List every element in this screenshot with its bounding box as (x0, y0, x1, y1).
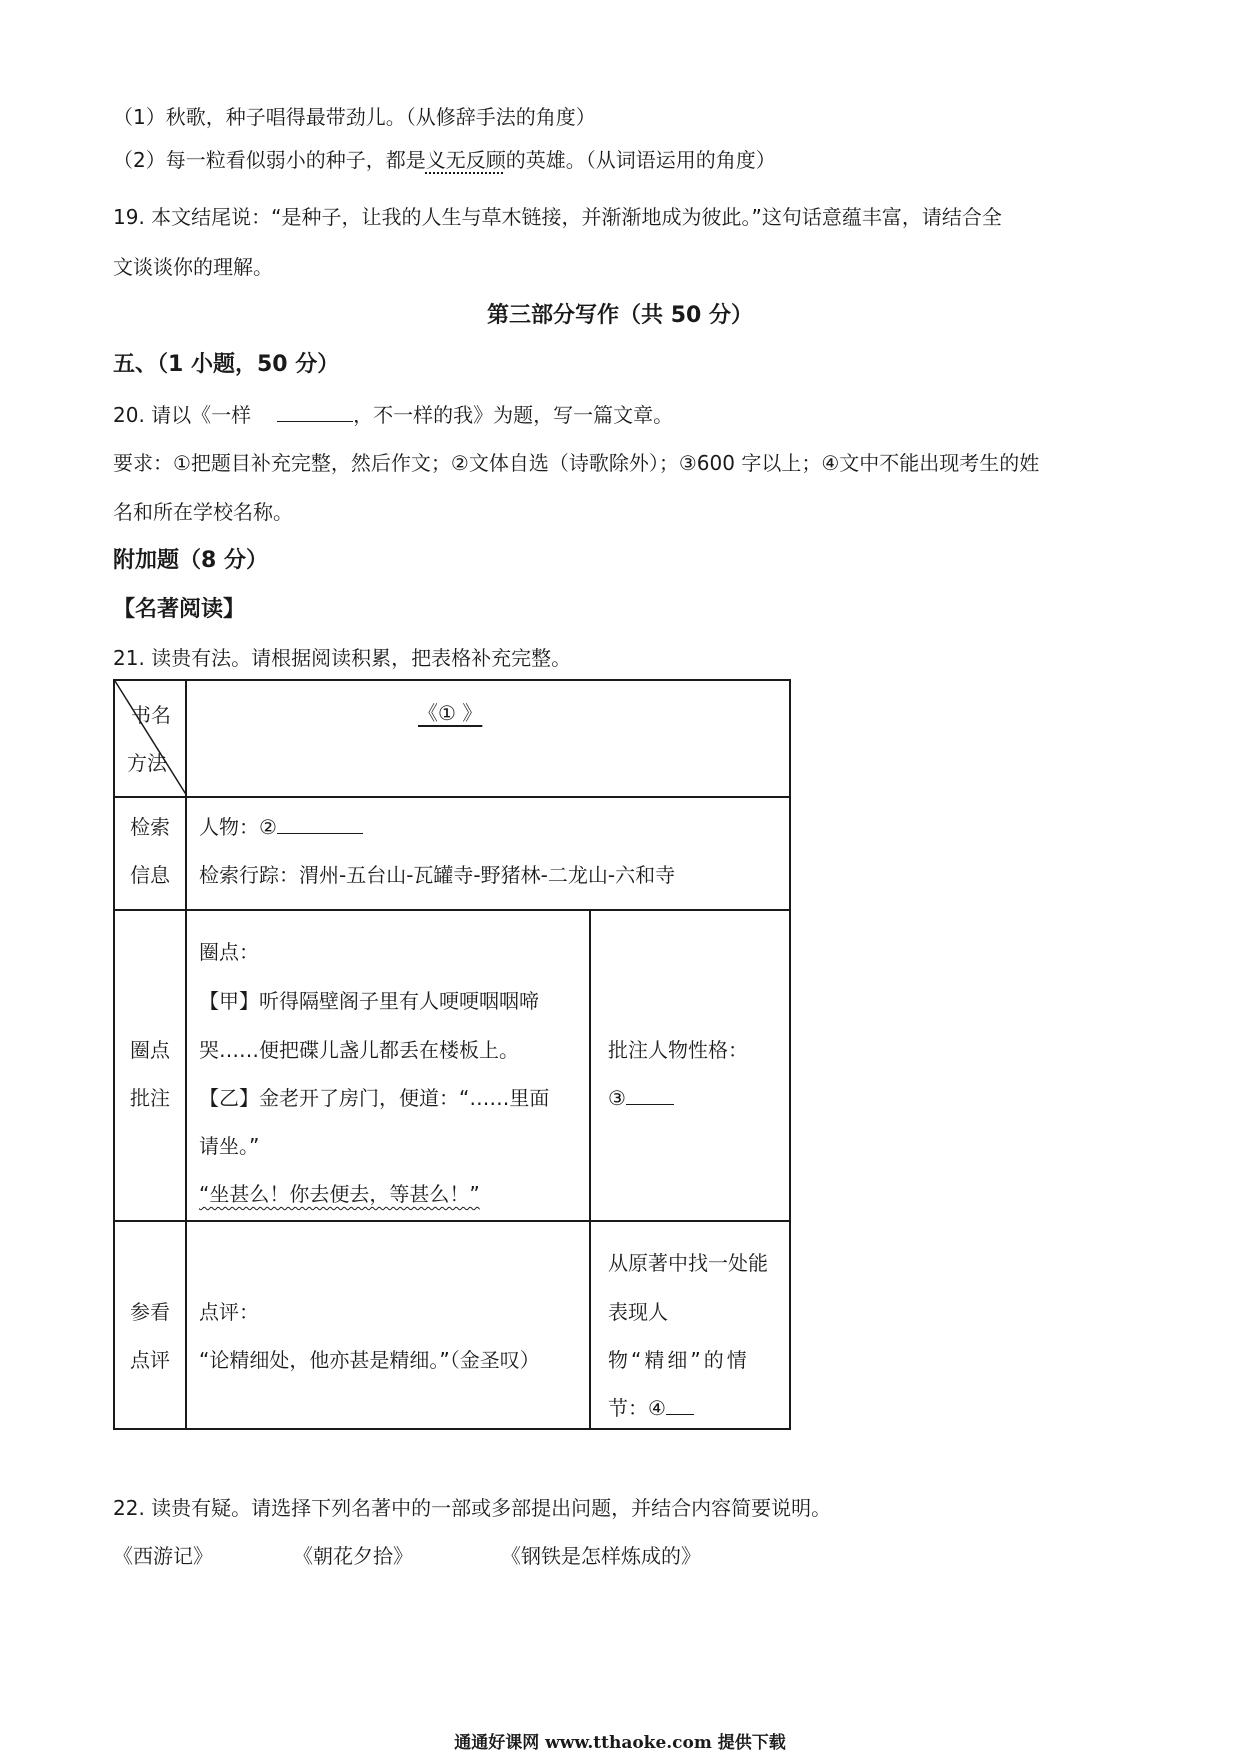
section5-title: 五、（1 小题，50 分） (113, 352, 340, 377)
row3-blank-marker: 节：④ (608, 1396, 666, 1420)
row2-line-1: 圈点： (199, 940, 259, 964)
row3-comment-label: 点评： (199, 1300, 259, 1324)
row3-blank-line (666, 1392, 694, 1415)
row1-person (199, 803, 363, 851)
q22-book-3: 《钢铁是怎样炼成的》 (501, 1544, 701, 1568)
row3-task-line-2: 表现人 (608, 1300, 668, 1324)
table-row-divider-2 (115, 909, 789, 911)
row2-wavy-quote: “坐甚么！你去便去，等甚么！” (199, 1182, 480, 1206)
row2-line-5: 请坐。” (199, 1134, 260, 1158)
q19-line-2: 文谈谈你的理解。 (113, 255, 273, 279)
q18-item-2-suffix: 的英雄。（从词语运用的角度） (505, 148, 776, 172)
row1-person-label: 人物：② (199, 815, 277, 839)
footer-source: 通通好课网 www.tthaoke.com 提供下载 (454, 1733, 786, 1753)
row3-task-line-1: 从原著中找一处能 (608, 1251, 768, 1275)
row2-label-1: 圈点 (130, 1038, 170, 1062)
row1-label-2: 信息 (130, 863, 170, 887)
q20-prefix: 20. 请以《一样 (113, 403, 252, 427)
q18-item-2-prefix: （2）每一粒看似弱小的种子，都是 (113, 148, 426, 172)
q22-book-1: 《西游记》 (113, 1544, 213, 1568)
table-col-divider-2 (589, 909, 591, 1428)
q18-item-2 (113, 146, 776, 174)
row3-comment-quote: “论精细处，他亦甚是精细。”（金圣叹） (199, 1348, 540, 1372)
row2-annotation-blank (608, 1074, 674, 1122)
q21-table (113, 679, 791, 1430)
row2-blank-marker: ③ (608, 1086, 626, 1110)
q18-item-1: （1）秋歌，种子唱得最带劲儿。（从修辞手法的角度） (113, 105, 596, 129)
row2-blank-line (626, 1082, 674, 1105)
row2-line-3: 哭……便把碟儿盏儿都丢在楼板上。 (199, 1038, 519, 1062)
q20-title-blank (277, 399, 353, 422)
bonus-title: 附加题（8 分） (113, 548, 268, 573)
row1-person-blank (277, 811, 363, 834)
row2-line-4: 【乙】金老开了房门，便道：“……里面 (199, 1086, 550, 1110)
row1-label-1: 检索 (130, 815, 170, 839)
q22-book-2: 《朝花夕拾》 (293, 1544, 413, 1568)
row3-label-2: 点评 (130, 1348, 170, 1372)
q20-requirements-1: 要求：①把题目补充完整，然后作文；②文体自选（诗歌除外）；③600 字以上；④文中不能出现考生的姓 (113, 451, 1040, 475)
row3-task-line-4 (608, 1384, 694, 1432)
table-row-divider-1 (115, 796, 789, 798)
table-row-divider-3 (115, 1220, 789, 1222)
book-title-blank: 《① 》 (418, 701, 483, 725)
q19-line-1: 19. 本文结尾说：“是种子，让我的人生与草木链接，并渐渐地成为彼此。”这句话意蕴丰富，请结合全 (113, 205, 1002, 229)
q20-requirements-2: 名和所在学校名称。 (113, 500, 293, 524)
classics-title: 【名著阅读】 (113, 597, 246, 622)
part3-title: 第三部分写作（共 50 分） (487, 303, 753, 328)
row3-task-line-3: 物“精细”的情 (608, 1348, 750, 1372)
header-method: 方法 (127, 751, 167, 775)
row2-label-2: 批注 (130, 1086, 170, 1110)
row1-route: 检索行踪：渭州-五台山-瓦罐寺-野猪林-二龙山-六和寺 (199, 863, 676, 887)
header-book-name: 书名 (131, 703, 171, 727)
q21-intro: 21. 读贵有法。请根据阅读积累，把表格补充完整。 (113, 646, 572, 670)
row2-annotation-label: 批注人物性格： (608, 1038, 748, 1062)
q18-emphasized-word: 义无反顾 (425, 148, 506, 172)
q22-intro: 22. 读贵有疑。请选择下列名著中的一部或多部提出问题，并结合内容简要说明。 (113, 1496, 832, 1520)
q20-prompt (113, 399, 673, 429)
row3-label-1: 参看 (130, 1300, 170, 1324)
q20-suffix: ，不一样的我》为题，写一篇文章。 (353, 403, 674, 427)
row2-line-2: 【甲】听得隔壁阁子里有人哽哽咽咽啼 (199, 989, 539, 1013)
